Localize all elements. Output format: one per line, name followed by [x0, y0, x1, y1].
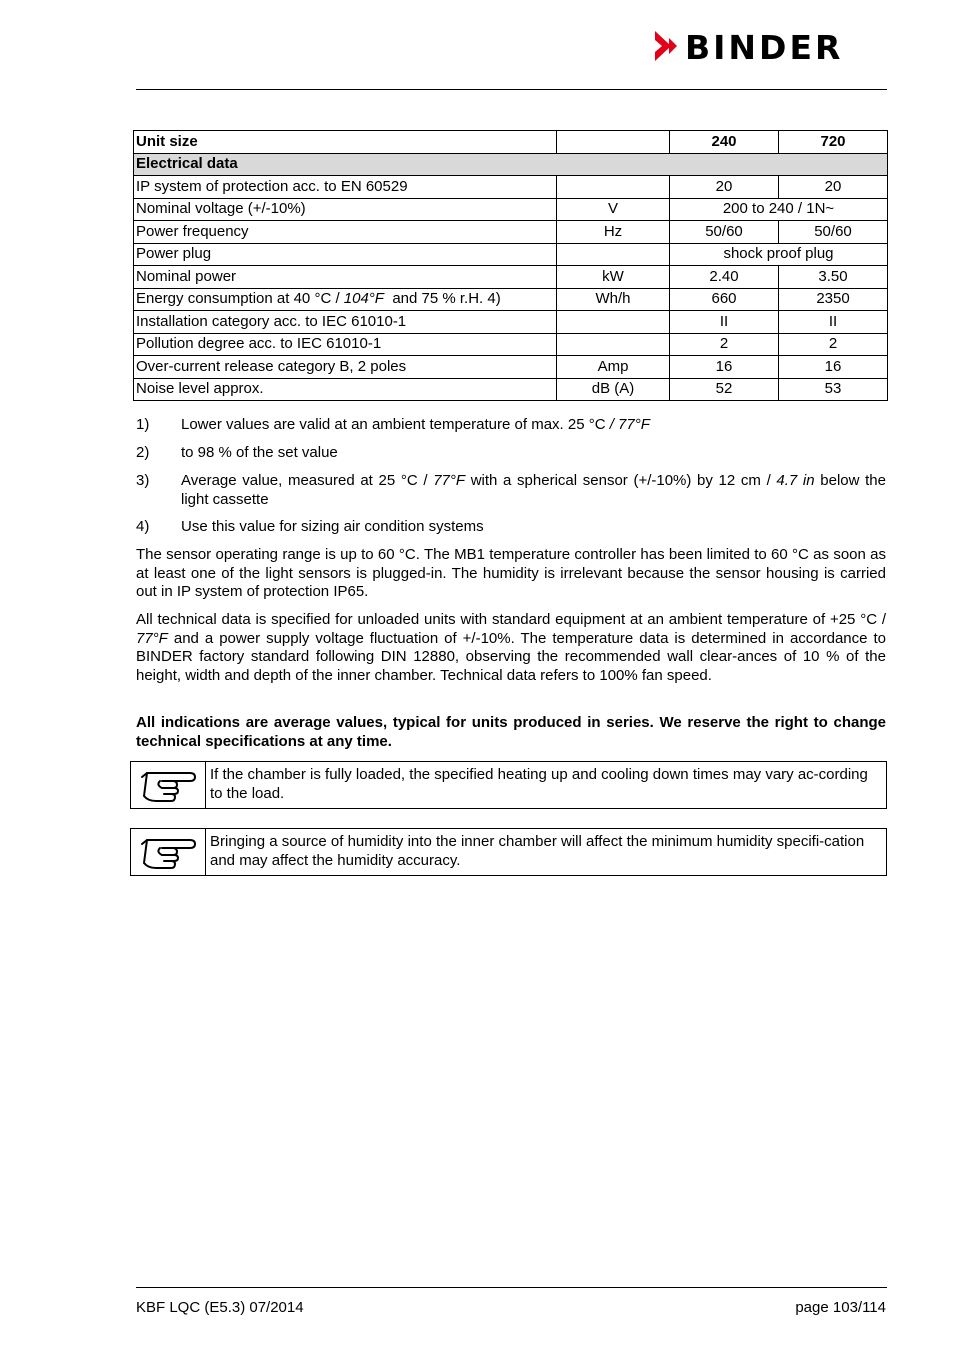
row-unit: V — [557, 198, 670, 221]
paragraph-technical-data — [136, 611, 886, 685]
table-row — [134, 198, 888, 221]
row-unit: Wh/h — [557, 288, 670, 311]
table-row — [134, 378, 888, 401]
row-label-italic: 104°F — [343, 290, 384, 308]
pointing-hand-icon-graphic — [138, 766, 198, 804]
pointing-hand-icon — [131, 829, 206, 875]
footnote-italic: 77°F — [433, 472, 466, 489]
row-unit — [557, 243, 670, 266]
footnote-text: Use this value for sizing air condition systems — [181, 518, 484, 535]
row-label: Nominal power — [134, 266, 557, 289]
row-value-240: 20 — [670, 176, 779, 199]
header-blank — [557, 131, 670, 154]
row-value-240: 16 — [670, 356, 779, 379]
row-label-text: and 75 % r.H. 4) — [383, 290, 501, 308]
table-body — [134, 176, 888, 401]
header-rule — [136, 89, 887, 90]
row-label: Over-current release category B, 2 poles — [134, 356, 557, 379]
table-row — [134, 333, 888, 356]
binder-logo-graphic — [655, 28, 887, 64]
note-text: If the chamber is fully loaded, the specified heating up and cooling down times may vary ac-cording to the load. — [210, 766, 868, 802]
paragraph-sensor-range: The sensor operating range is up to 60 °C. The MB1 temperature controller has been limited to 60 °C as soon as at least one of the light sensors is plugged-in. The humidity is irrelevant because the sensor housing is carried out in IP system of protection IP65. — [136, 546, 886, 601]
section-label: Electrical data — [134, 153, 888, 176]
row-label: Power frequency — [134, 221, 557, 244]
paragraph-disclaimer: All indications are average values, typical for units produced in series. We reserve the right to change technical specifications at any time. — [136, 714, 886, 750]
footnote-4 — [136, 518, 886, 537]
table-row — [134, 176, 888, 199]
paragraph-italic: 77°F — [136, 629, 168, 647]
row-value-240: 50/60 — [670, 221, 779, 244]
footnote-text: to 98 % of the set value — [181, 444, 338, 461]
footer-rule — [136, 1287, 887, 1288]
spec-table — [133, 130, 888, 401]
row-label: Nominal voltage (+/-10%) — [134, 198, 557, 221]
footnote-2 — [136, 444, 886, 463]
row-label-text: Energy consumption at 40 °C / — [136, 290, 344, 308]
row-unit: Amp — [557, 356, 670, 379]
row-unit: dB (A) — [557, 378, 670, 401]
footnote-text: Average value, measured at 25 °C / — [181, 472, 434, 489]
table-row — [134, 221, 888, 244]
row-unit: Hz — [557, 221, 670, 244]
footnote-number: 2) — [136, 444, 150, 461]
note-text: Bringing a source of humidity into the inner chamber will affect the minimum humidity specifi-cation and may affect the humidity accuracy. — [210, 833, 865, 869]
header-col-240: 240 — [670, 131, 779, 154]
header-label: Unit size — [134, 131, 557, 154]
row-label: Noise level approx. — [134, 378, 557, 401]
row-value-720: 50/60 — [779, 221, 888, 244]
row-unit — [557, 333, 670, 356]
binder-logo — [655, 28, 887, 64]
row-value-720: 16 — [779, 356, 888, 379]
row-value-720: 20 — [779, 176, 888, 199]
row-value-240: 52 — [670, 378, 779, 401]
row-value-240: 660 — [670, 288, 779, 311]
paragraph-text: All technical data is specified for unloaded units with standard equipment at an ambient temperature of +25 °C / — [136, 611, 886, 628]
table-header-row — [134, 131, 888, 154]
row-value-240: 2 — [670, 333, 779, 356]
footnote-number: 4) — [136, 518, 150, 535]
footnote-number: 1) — [136, 416, 150, 433]
note-box-loading — [130, 761, 887, 809]
footnote-number: 3) — [136, 472, 150, 489]
paragraph-text: and a power supply voltage fluctuation of +/-10%. The temperature data is determined in accordance to BINDER factory standard following DIN 12880, observing the recommended wall clear-ances of 10 % of the height, width and depth of the inner chamber. Technical data refers to 100% fan speed. — [136, 629, 886, 684]
table-row — [134, 311, 888, 334]
pointing-hand-icon-graphic — [138, 833, 198, 871]
row-value-720: 53 — [779, 378, 888, 401]
table-row — [134, 243, 888, 266]
row-label: Installation category acc. to IEC 61010-1 — [134, 311, 557, 334]
row-value-240: 2.40 — [670, 266, 779, 289]
row-value-720: 3.50 — [779, 266, 888, 289]
footer-page-number: page 103/114 — [795, 1299, 886, 1316]
row-unit — [557, 176, 670, 199]
footnote-italic: / 77°F — [609, 416, 650, 433]
footnote-italic: 4.7 in — [776, 472, 815, 489]
row-label: IP system of protection acc. to EN 60529 — [134, 176, 557, 199]
svg-text:BINDER: BINDER — [685, 28, 844, 64]
row-unit: kW — [557, 266, 670, 289]
section-row — [134, 153, 888, 176]
row-value-720: 2 — [779, 333, 888, 356]
note-box-humidity — [130, 828, 887, 876]
table-row — [134, 356, 888, 379]
footnote-1 — [136, 416, 886, 435]
footnote-text: below the light cassette — [181, 472, 886, 508]
row-label — [134, 288, 557, 311]
table-row — [134, 288, 888, 311]
header-col-720: 720 — [779, 131, 888, 154]
footnote-text: Lower values are valid at an ambient temperature of max. 25 °C — [181, 416, 610, 433]
row-value-240: II — [670, 311, 779, 334]
row-label: Power plug — [134, 243, 557, 266]
table-row — [134, 266, 888, 289]
row-value-720: 2350 — [779, 288, 888, 311]
footnote-3 — [136, 472, 886, 509]
pointing-hand-icon — [131, 762, 206, 808]
row-value-720: II — [779, 311, 888, 334]
footer-document-id: KBF LQC (E5.3) 07/2014 — [136, 1299, 304, 1316]
row-label: Pollution degree acc. to IEC 61010-1 — [134, 333, 557, 356]
row-unit — [557, 311, 670, 334]
footnote-text: with a spherical sensor (+/-10%) by 12 cm / — [465, 472, 777, 489]
row-value-merged: 200 to 240 / 1N~ — [670, 198, 888, 221]
row-value-merged: shock proof plug — [670, 243, 888, 266]
